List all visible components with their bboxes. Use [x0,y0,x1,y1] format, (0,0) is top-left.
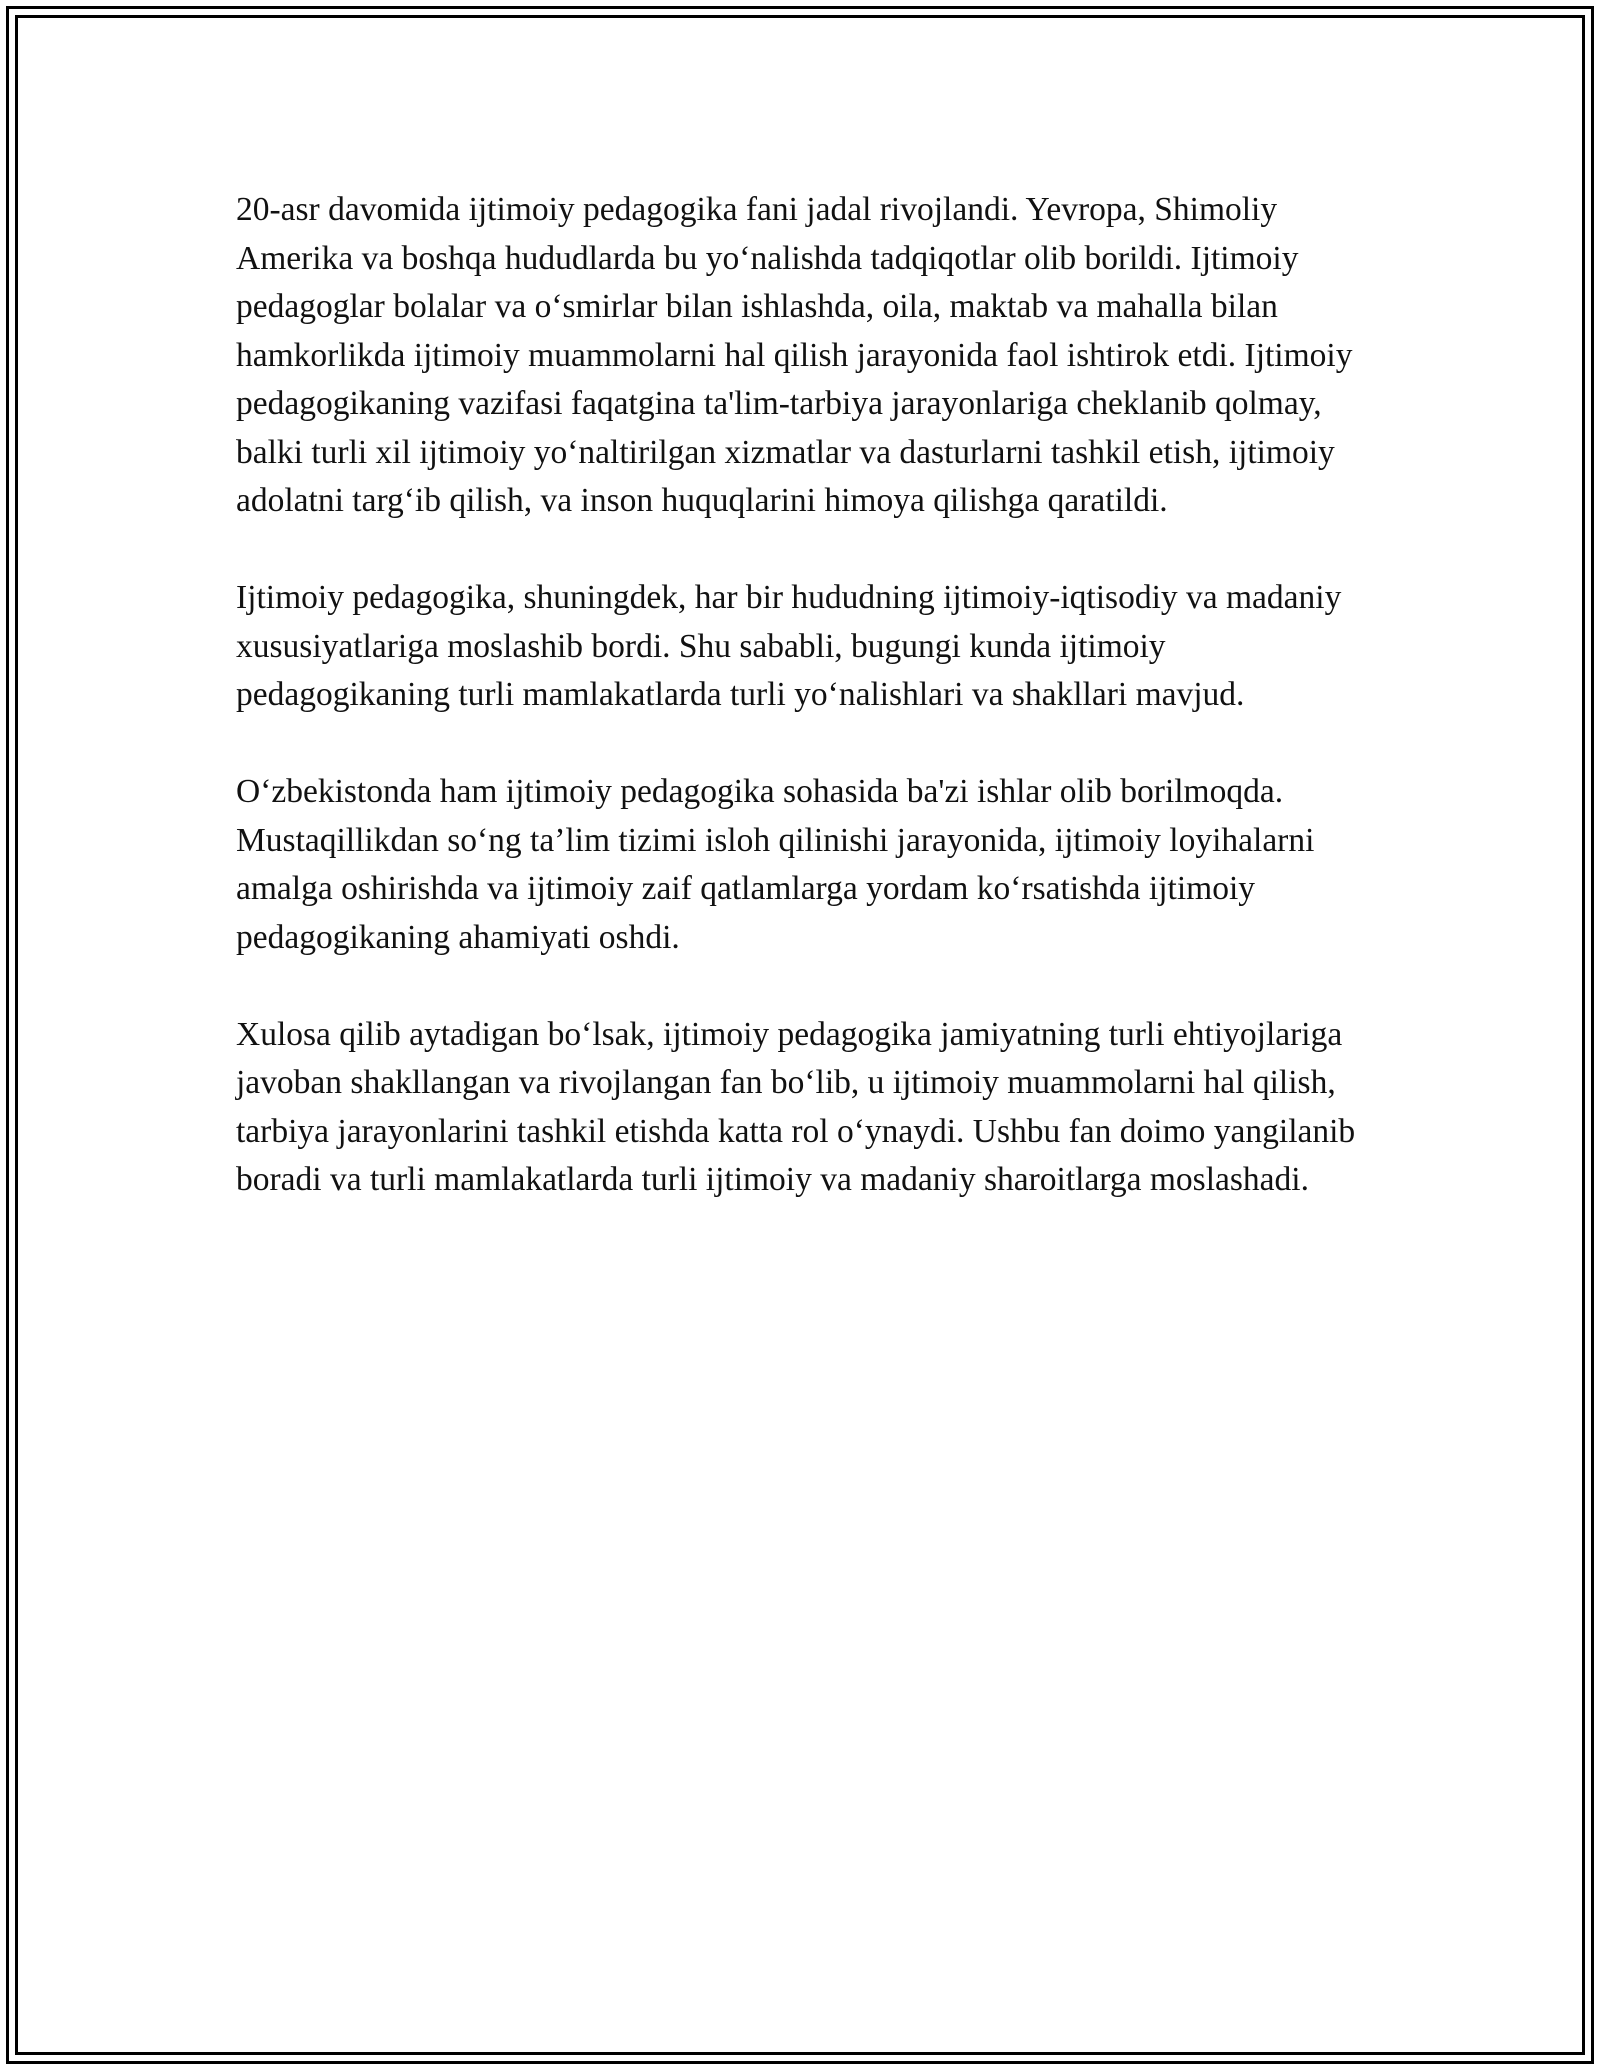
paragraph-1: 20-asr davomida ijtimoiy pedagogika fani jadal rivojlandi. Yevropa, Shimoliy Amerika va boshqa hududlarda bu yo‘nalishda tadqiqotlar olib borildi. Ijtimoiy pedagoglar bolalar va o‘smirlar bilan ishlashda, oila, maktab va mahalla bilan hamkorlikda ijtimoiy muammolarni hal qilish jarayonida faol ishtirok etdi. Ijtimoiy pedagogikaning vazifasi faqatgina ta'lim-tarbiya jarayonlariga cheklanib qolmay, balki turli xil ijtimoiy yo‘naltirilgan xizmatlar va dasturlarni tashkil etish, ijtimoiy adolatni targ‘ib qilish, va inson huquqlarini himoya qilishga qaratildi. [236,191,1353,519]
paragraph-2: Ijtimoiy pedagogika, shuningdek, har bir hududning ijtimoiy-iqtisodiy va madaniy xususiyatlariga moslashib bordi. Shu sababli, bugungi kunda ijtimoiy pedagogikaning turli mamlakatlarda turli yo‘nalishlari va shakllari mavjud. [236,579,1342,713]
paragraph-4: Xulosa qilib aytadigan bo‘lsak, ijtimoiy pedagogika jamiyatning turli ehtiyojlariga javoban shakllangan va rivojlangan fan bo‘lib, u ijtimoiy muammolarni hal qilish, tarbiya jarayonlarini tashkil etishda katta rol o‘ynaydi. Ushbu fan doimo yangilanib boradi va turli mamlakatlarda turli ijtimoiy va madaniy sharoitlarga moslashadi. [236,1015,1356,1198]
paragraph-3: O‘zbekistonda ham ijtimoiy pedagogika sohasida ba'zi ishlar olib borilmoqda. Mustaqillikdan so‘ng ta’lim tizimi isloh qilinishi jarayonida, ijtimoiy loyihalarni amalga oshirishda va ijtimoiy zaif qatlamlarga yordam ko‘rsatishda ijtimoiy pedagogikaning ahamiyati oshdi. [236,773,1315,956]
document-body [236,186,1361,1253]
